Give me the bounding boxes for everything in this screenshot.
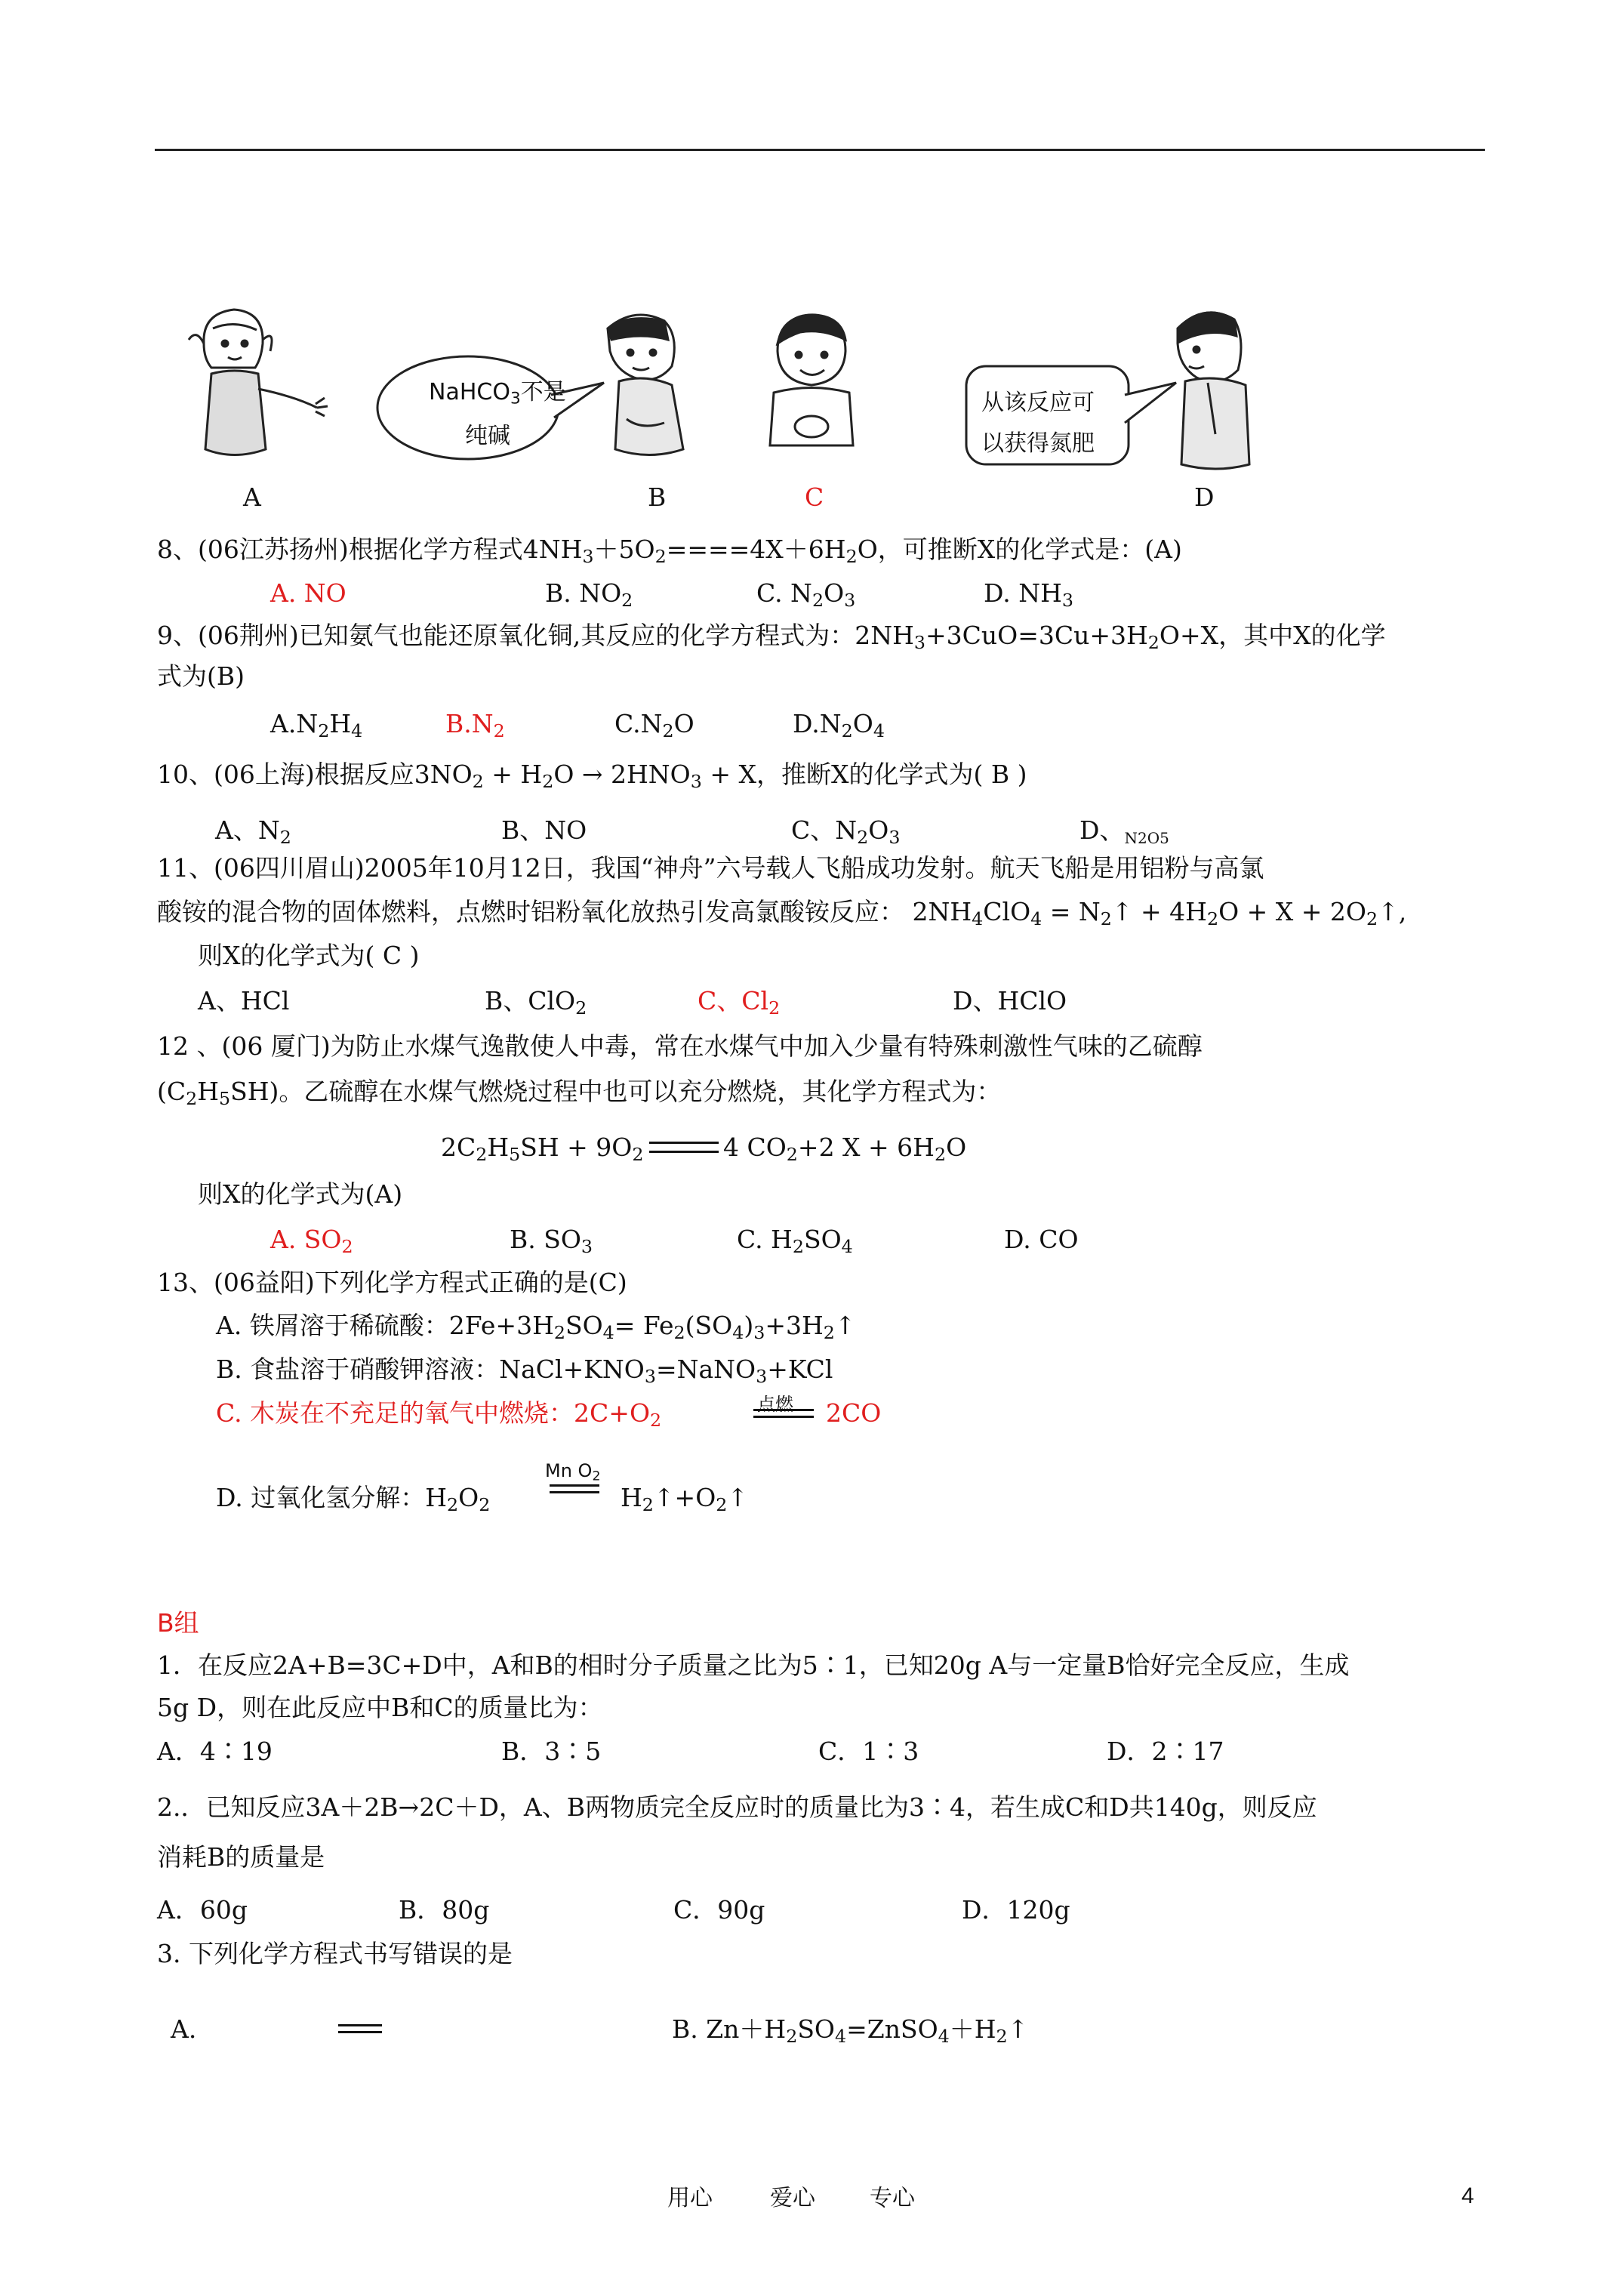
q11-line3: 则X的化学式为( C ) [198, 941, 420, 970]
q9-option-b: $B.N_2$ [445, 709, 505, 741]
figure-label-c: C [805, 482, 824, 512]
equals-sign-icon [550, 1484, 599, 1493]
equals-sign-icon [649, 1142, 719, 1153]
q12-equation-left: $2C_2H_5SH + 9O_2$ [441, 1133, 644, 1165]
man-character-icon [1178, 313, 1249, 469]
figure-label-b: B [648, 482, 667, 512]
bubble-d-text-line2: 以获得氮肥 [981, 430, 1095, 457]
group-b-q1-line2: 5g D，则在此反应中B和C的质量比为： [157, 1693, 603, 1722]
group-b-q1-option-b: B．3∶5 [501, 1737, 602, 1766]
group-b-q3-option-b: B. $Zn+H_2SO_4=ZnSO_4+H_2↑$ [672, 2014, 1029, 2047]
q9-option-d: $D.N_2O_4$ [793, 709, 885, 741]
child-character-icon [770, 315, 853, 445]
group-b-q2-option-b: B．80g [399, 1895, 490, 1925]
q11-option-d: D、HClO [953, 986, 1067, 1015]
figure-label-d: D [1194, 482, 1215, 512]
q12-option-a: A. $SO_2$ [270, 1225, 353, 1257]
q8-option-c: C. $N_2O_3$ [756, 578, 856, 611]
group-b-q3-option-a: A. [171, 2014, 197, 2044]
q12-option-d: D. CO [1004, 1225, 1079, 1254]
q11-option-b: B、ClO$_2$ [485, 986, 587, 1019]
q10-stem: 10、(06上海)根据反应$3NO_2 + H_2O \to 2HNO_3 + X$，推断X的化学式为( B ) [157, 760, 1027, 792]
q13-stem: 13、(06益阳)下列化学方程式正确的是(C) [157, 1268, 627, 1297]
q13-c-product: 2CO [826, 1398, 882, 1428]
q13-option-d: D. 过氧化氢分解：$H_2O_2$ [216, 1483, 491, 1515]
bubble-b-text: NaHCO$_3$不是 [429, 379, 566, 408]
q13-option-c: C. 木炭在不充足的氧气中燃烧：$2C+O_2$ [216, 1398, 662, 1431]
q13-option-a: A. 铁屑溶于稀硫酸：$2Fe+3H_2SO_4=$ $Fe_2(SO_4)_3+3H_2↑$ [216, 1311, 856, 1343]
q13-option-b: B. 食盐溶于硝酸钾溶液：$NaCl+KNO_3=NaNO_3+KCl$ [216, 1354, 833, 1387]
group-b-q2-option-d: D．120g [962, 1895, 1070, 1925]
q13-d-product: $H_2↑+O_2↑$ [621, 1483, 749, 1515]
boy-character-icon [608, 315, 683, 455]
q12-option-c: C. $H_2SO_4$ [737, 1225, 853, 1257]
q13-d-condition: Mn $O_2$ [545, 1460, 601, 1484]
q11-option-a: A、HCl [198, 986, 290, 1015]
bubble-b-text-line2: 纯碱 [465, 423, 510, 449]
bubble-d-text-line1: 从该反应可 [981, 390, 1095, 416]
group-b-q1-option-d: D．2∶17 [1107, 1737, 1224, 1766]
q11-line1: 11、(06四川眉山)2005年10月12日，我国“神舟”六号载人飞船成功发射。航天飞船是用铝粉与高氯 [157, 853, 1264, 883]
group-b-q2-option-c: C．90g [673, 1895, 765, 1925]
footer-text-2: 爱心 [770, 2185, 815, 2211]
girl-character-icon [189, 310, 328, 455]
q8-option-b: B. $NO_2$ [545, 578, 633, 611]
header-rule [155, 149, 1485, 151]
q12-line2: $(C_2H_5SH)$。乙硫醇在水煤气燃烧过程中也可以充分燃烧，其化学方程式为： [157, 1077, 1002, 1109]
group-b-q3-stem: 3. 下列化学方程式书写错误的是 [157, 1939, 513, 1968]
group-b-title: B组 [157, 1608, 199, 1638]
group-b-q1-option-c: C．1∶3 [818, 1737, 919, 1766]
group-b-q2-option-a: A．60g [157, 1895, 248, 1925]
page-number: 4 [1461, 2184, 1474, 2208]
group-b-q2-line1: 2.．已知反应3A＋2B→2C＋D，A、B两物质完全反应时的质量比为3∶4，若生成C和D共140g，则反应 [157, 1792, 1317, 1822]
q12-equation-right: 4 $CO_2+2$ $X + 6H_2O$ [723, 1133, 967, 1165]
equals-sign-icon [753, 1409, 814, 1418]
group-b-q1-option-a: A．4∶19 [157, 1737, 273, 1766]
q9-option-c: $C.N_2O$ [614, 709, 694, 741]
q10-option-d: D、N2O5 [1079, 815, 1169, 847]
equals-sign-icon [338, 2024, 382, 2033]
q8-option-a: A. NO [270, 578, 346, 608]
group-b-q2-line2: 消耗B的质量是 [157, 1842, 325, 1872]
q8-option-d: D. $NH_3$ [984, 578, 1074, 611]
q13-c-condition: 点燃 [757, 1394, 793, 1415]
q8-stem: 8、(06江苏扬州)根据化学方程式$4NH_3+5O_2====4X+6H_2O$，可推断X的化学式是：(A) [157, 535, 1182, 567]
q12-option-b: B. $SO_3$ [510, 1225, 593, 1257]
q9-stem-line1: 9、(06荆州)已知氨气也能还原氧化铜,其反应的化学方程式为：$2NH_3+3CuO=3Cu+3H_2O+X$，其中X的化学 [157, 621, 1386, 653]
q11-line2: 酸铵的混合物的固体燃料，点燃时铝粉氧化放热引发高氯酸铵反应： $2NH_4ClO_4$ = $N_2↑ + 4H_2O + X$ + $2O_2↑$, [157, 897, 1407, 929]
q12-line4: 则X的化学式为(A) [198, 1179, 403, 1209]
group-b-q1-line1: 1．在反应2A+B=3C+D中，A和B的相时分子质量之比为5∶1，已知20g A与一定量B恰好完全反应，生成 [157, 1650, 1350, 1680]
figure-label-a: A [243, 482, 261, 512]
q10-option-b: B、NO [501, 815, 587, 845]
footer-text-3: 专心 [870, 2185, 915, 2211]
footer-text-1: 用心 [667, 2185, 713, 2211]
q12-line1: 12 、(06 厦门)为防止水煤气逸散使人中毒，常在水煤气中加入少量有特殊刺激性气味的乙硫醇 [157, 1031, 1203, 1061]
q9-option-a: $A.N_2H_4$ [270, 709, 363, 741]
q10-option-c: C、$N_2O_3$ [791, 815, 901, 848]
q11-option-c: C、$Cl_2$ [698, 986, 781, 1019]
q10-option-a: A、$N_2$ [215, 815, 291, 848]
q9-stem-line2: 式为(B) [157, 661, 245, 691]
